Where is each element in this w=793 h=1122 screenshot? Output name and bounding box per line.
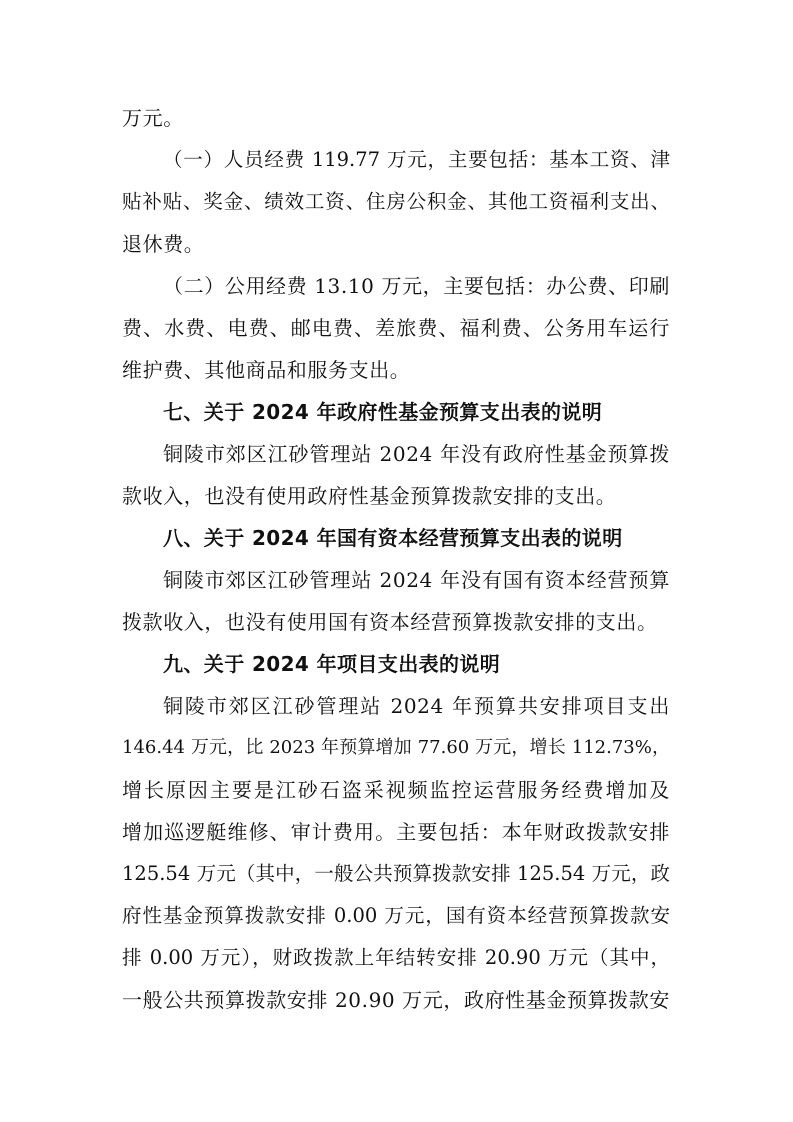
paragraph-line: 拨款收入，也没有使用国有资本经营预算拨款安排的支出。 — [122, 610, 658, 634]
paragraph-line: 铜陵市郊区江砂管理站 2024 年没有国有资本经营预算 — [163, 568, 670, 592]
paragraph-line: 一般公共预算拨款安排 20.90 万元，政府性基金预算拨款安 — [122, 988, 670, 1012]
paragraph-line: 增加巡逻艇维修、审计费用。主要包括：本年财政拨款安排 — [122, 820, 670, 844]
paragraph-line: 退休费。 — [122, 232, 205, 256]
paragraph-line: 府性基金预算拨款安排 0.00 万元，国有资本经营预算拨款安 — [122, 904, 670, 927]
paragraph-line: 款收入，也没有使用政府性基金预算拨款安排的支出。 — [122, 484, 617, 508]
paragraph-line: （二）公用经费 13.10 万元，主要包括：办公费、印刷 — [163, 274, 670, 298]
section-heading: 七、关于 2024 年政府性基金预算支出表的说明 — [163, 400, 603, 424]
paragraph-line: 铜陵市郊区江砂管理站 2024 年预算共安排项目支出 — [163, 694, 670, 718]
paragraph-line: 维护费、其他商品和服务支出。 — [122, 358, 411, 382]
paragraph-line: 铜陵市郊区江砂管理站 2024 年没有政府性基金预算拨 — [163, 442, 670, 466]
paragraph-line: 125.54 万元（其中，一般公共预算拨款安排 125.54 万元，政 — [122, 862, 670, 885]
paragraph-line: 万元。 — [122, 106, 184, 130]
paragraph-line: （一）人员经费 119.77 万元，主要包括：基本工资、津 — [163, 148, 670, 171]
section-heading: 八、关于 2024 年国有资本经营预算支出表的说明 — [163, 526, 623, 550]
paragraph-line: 费、水费、电费、邮电费、差旅费、福利费、公务用车运行 — [122, 316, 670, 340]
paragraph-line: 贴补贴、奖金、绩效工资、住房公积金、其他工资福利支出、 — [122, 190, 670, 213]
paragraph-line: 146.44 万元，比 2023 年预算增加 77.60 万元，增长 112.73%， — [122, 737, 670, 758]
paragraph-line: 增长原因主要是江砂石盗采视频监控运营服务经费增加及 — [122, 778, 670, 802]
section-heading: 九、关于 2024 年项目支出表的说明 — [163, 652, 501, 676]
paragraph-line: 排 0.00 万元），财政拨款上年结转安排 20.90 万元（其中， — [122, 946, 670, 969]
